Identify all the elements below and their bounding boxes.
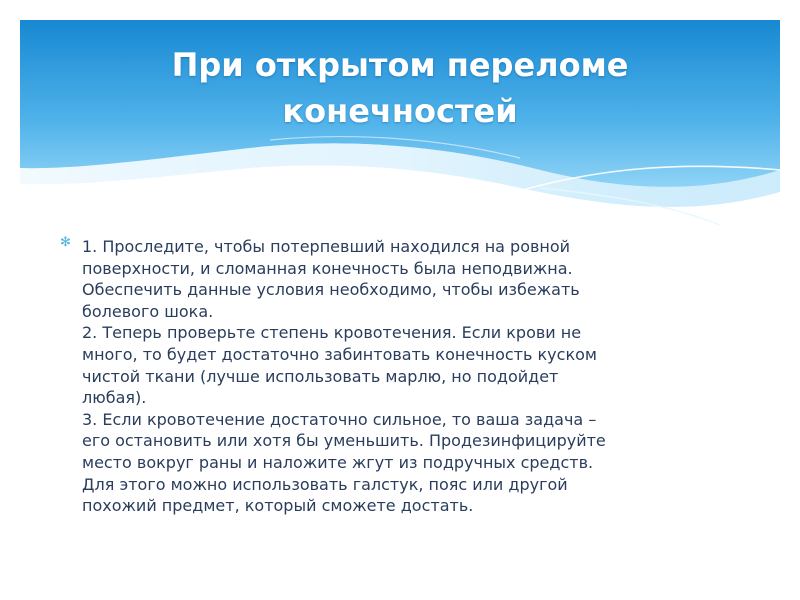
body-line: 2. Теперь проверьте степень кровотечения. Если крови не	[82, 323, 582, 343]
body-line: его остановить или хотя бы уменьшить. Продезинфицируйте	[82, 431, 606, 451]
body-line: Обеспечить данные условия необходимо, чтобы избежать	[82, 280, 580, 300]
body-line: место вокруг раны и наложите жгут из подручных средств.	[82, 452, 594, 472]
body-line: любая).	[82, 388, 147, 408]
body-line: Для этого можно использовать галстук, пояс или другой	[82, 474, 568, 494]
body-line: чистой ткани (лучше использовать марлю, но подойдет	[82, 366, 559, 386]
body-line: много, то будет достаточно забинтовать конечность куском	[82, 344, 597, 364]
body-line: похожий предмет, который сможете достать.	[82, 496, 474, 516]
body-line: 3. Если кровотечение достаточно сильное, то ваша задача –	[82, 409, 597, 429]
bullet-star-icon: ✻	[60, 235, 71, 250]
body-line: 1. Проследите, чтобы потерпевший находился на ровной	[82, 237, 571, 256]
body-line: болевого шока.	[82, 301, 214, 321]
slide-title-line-2: конечностей	[282, 92, 518, 130]
slide	[20, 20, 780, 580]
slide-title	[20, 42, 780, 134]
slide-body	[60, 235, 722, 517]
slide-title-line-1: При открытом переломе	[171, 46, 629, 84]
body-line: поверхности, и сломанная конечность была неподвижна.	[82, 258, 573, 278]
